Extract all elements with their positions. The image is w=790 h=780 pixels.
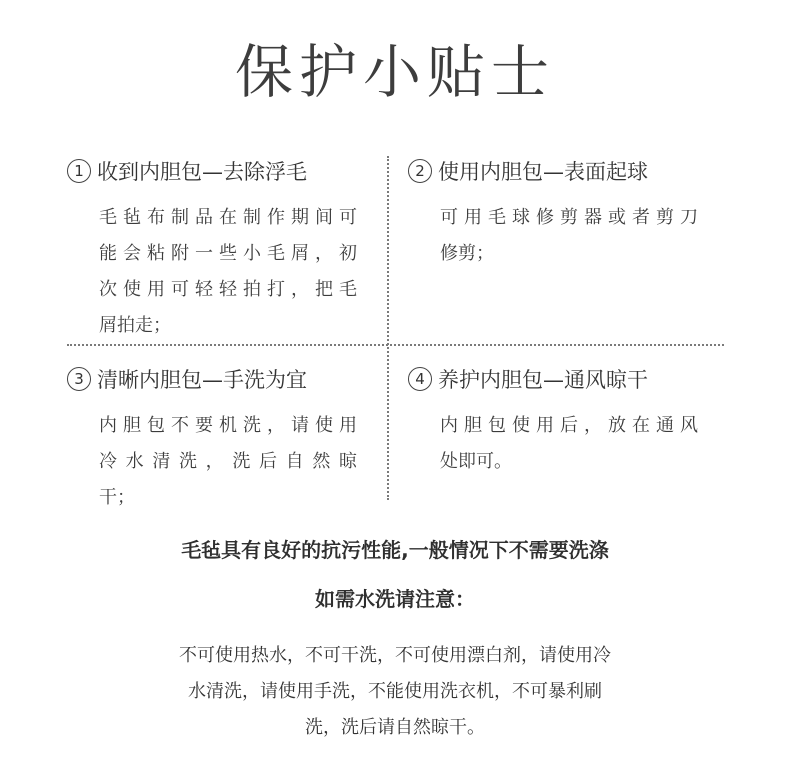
tip-body — [99, 200, 357, 344]
care-instructions — [0, 638, 790, 746]
tip-body — [440, 200, 698, 272]
circled-number-1-icon: 1 — [67, 159, 91, 183]
horizontal-divider — [67, 344, 724, 346]
tip-body-line: 内胆包不要机洗，请使用 — [99, 415, 357, 436]
tip-body-line: 能会粘附一些小毛屑，初 — [99, 243, 357, 264]
tip-body-line: 冷水清洗，洗后自然晾 — [99, 451, 357, 472]
tip-card-2 — [408, 156, 698, 272]
tip-body-line: 内胆包使用后，放在通风 — [440, 415, 698, 436]
care-line: 洗，洗后请自然晾干。 — [305, 717, 485, 738]
tip-card-4 — [408, 364, 698, 480]
tip-body-line: 毛毡布制品在制作期间可 — [99, 207, 357, 228]
tip-heading — [67, 364, 357, 394]
care-line: 水清洗，请使用手洗，不能使用洗衣机，不可暴利刷 — [188, 681, 602, 702]
tip-heading-text: 收到内胆包—去除浮毛 — [97, 160, 307, 184]
circled-number-3-icon: 3 — [67, 367, 91, 391]
tip-heading — [408, 364, 698, 394]
tip-body-line: 干； — [99, 487, 135, 508]
washing-note-headline: 毛毡具有良好的抗污性能,一般情况下不需要洗涤 — [181, 538, 609, 562]
tip-body-line: 处即可。 — [440, 451, 512, 472]
tip-card-3 — [67, 364, 357, 516]
circled-number-2-icon: 2 — [408, 159, 432, 183]
tip-heading — [67, 156, 357, 186]
tip-body-line: 屑拍走； — [99, 315, 171, 336]
tip-heading-text: 清晰内胆包—手洗为宜 — [97, 368, 307, 392]
tip-body — [440, 408, 698, 480]
tip-body-line: 可用毛球修剪器或者剪刀 — [440, 207, 698, 228]
page-title: 保护小贴士 — [234, 38, 555, 106]
tip-heading — [408, 156, 698, 186]
tip-body-line: 修剪； — [440, 243, 494, 264]
tip-body-line: 次使用可轻轻拍打，把毛 — [99, 279, 357, 300]
washing-note-subhead: 如需水洗请注意： — [315, 587, 475, 611]
tip-body — [99, 408, 357, 516]
circled-number-4-icon: 4 — [408, 367, 432, 391]
care-line: 不可使用热水，不可干洗，不可使用漂白剂，请使用冷 — [179, 645, 611, 666]
tip-card-1 — [67, 156, 357, 344]
tip-heading-text: 使用内胆包—表面起球 — [438, 160, 648, 184]
vertical-divider — [387, 156, 389, 500]
tip-heading-text: 养护内胆包—通风晾干 — [438, 368, 648, 392]
